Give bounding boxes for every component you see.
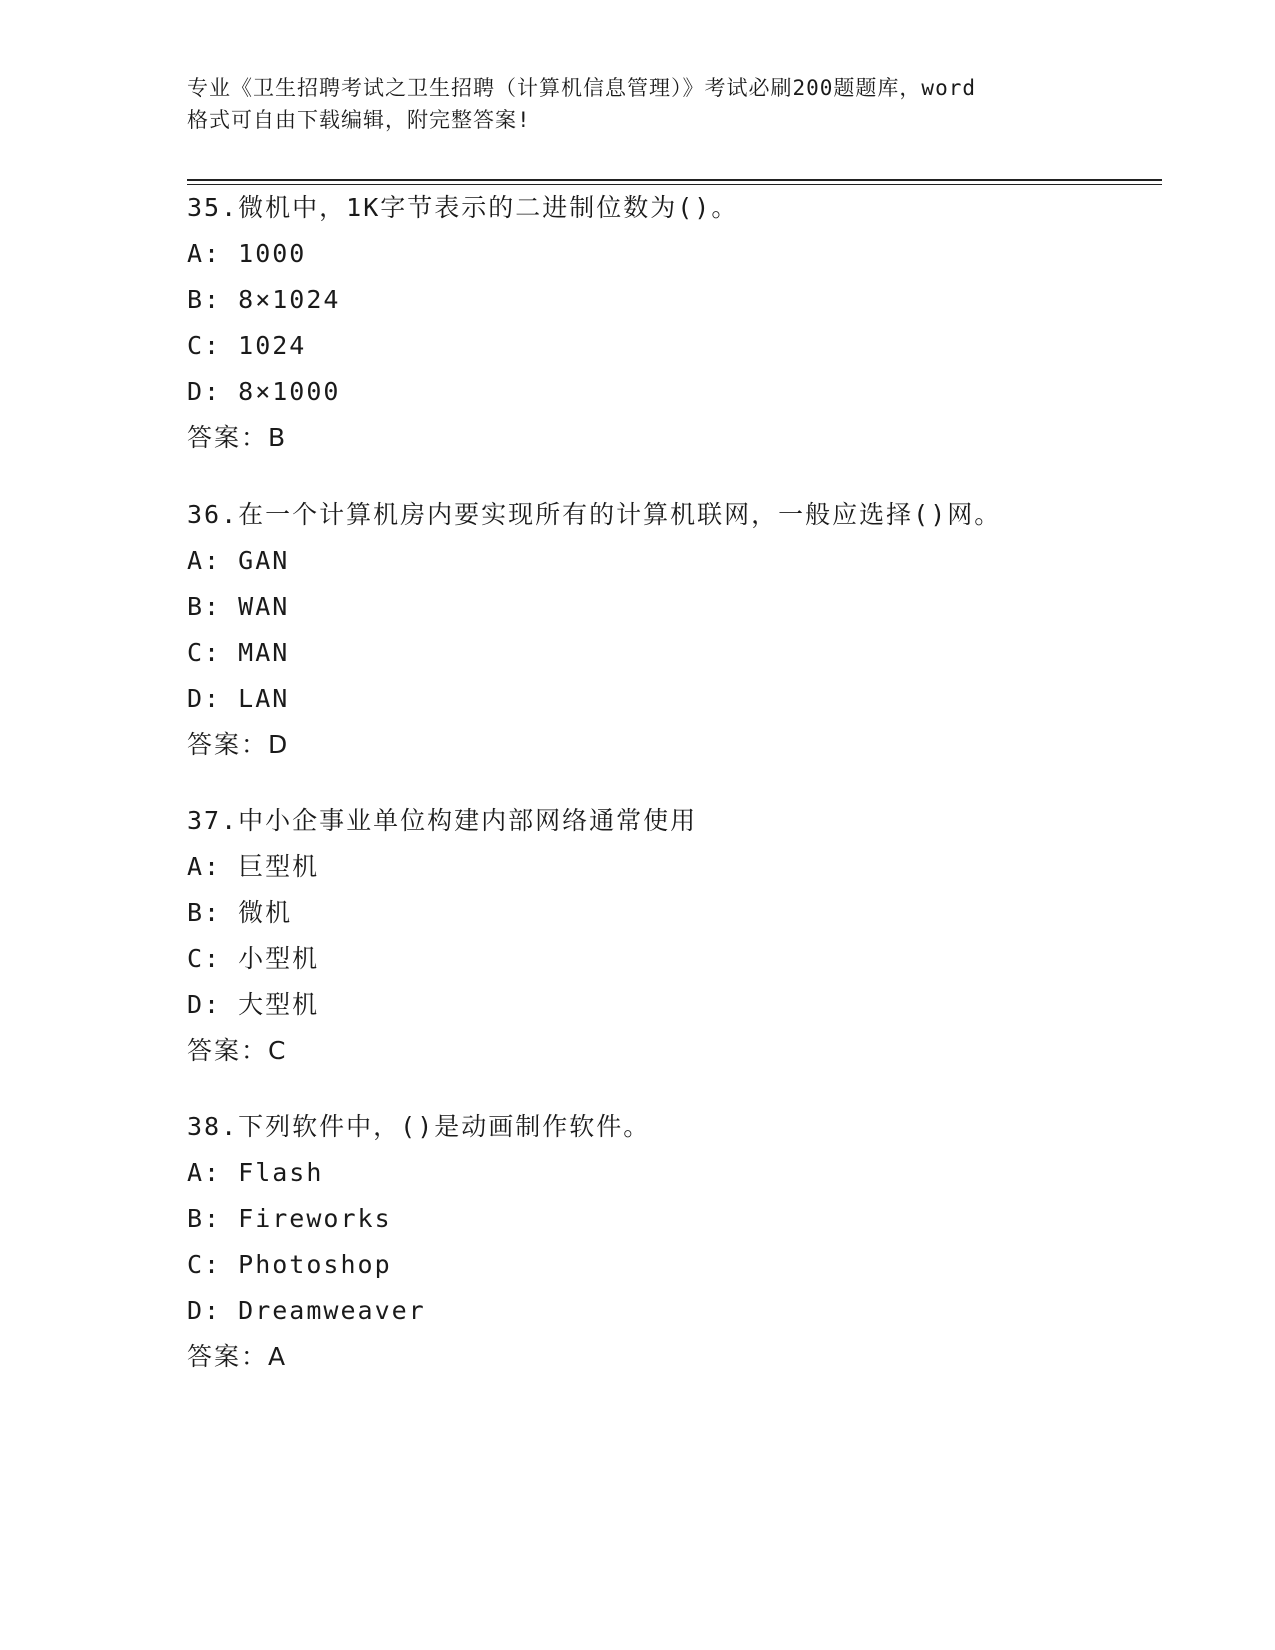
option-c: C: MAN <box>187 638 290 667</box>
option-d: D: Dreamweaver <box>187 1296 426 1325</box>
answer-label: 答案：B <box>187 423 288 452</box>
question-38 <box>187 1104 1162 1380</box>
document-page <box>187 0 1162 1650</box>
answer-label: 答案：C <box>187 1036 288 1065</box>
option-b: B: 8×1024 <box>187 285 341 314</box>
option-a: A: 1000 <box>187 239 307 268</box>
question-35 <box>187 185 1162 461</box>
option-c: C: 1024 <box>187 331 307 360</box>
question-stem: 37.中小企事业单位构建内部网络通常使用 <box>187 806 698 835</box>
option-d: D: 8×1000 <box>187 377 341 406</box>
option-a: A: Flash <box>187 1158 324 1187</box>
option-d: D: LAN <box>187 684 290 713</box>
option-d: D: 大型机 <box>187 990 320 1019</box>
answer-label: 答案：A <box>187 1342 288 1371</box>
question-stem: 36.在一个计算机房内要实现所有的计算机联网，一般应选择()网。 <box>187 500 1002 529</box>
header-line-1: 专业《卫生招聘考试之卫生招聘（计算机信息管理）》考试必刷200题题库，word <box>187 76 976 100</box>
document-header <box>187 72 1087 136</box>
answer-label: 答案：D <box>187 730 290 759</box>
header-line-2: 格式可自由下载编辑，附完整答案! <box>187 108 531 132</box>
option-b: B: WAN <box>187 592 290 621</box>
option-a: A: 巨型机 <box>187 852 320 881</box>
question-stem: 38.下列软件中，()是动画制作软件。 <box>187 1112 651 1141</box>
question-36 <box>187 492 1162 768</box>
option-b: B: 微机 <box>187 898 293 927</box>
option-c: C: Photoshop <box>187 1250 392 1279</box>
question-stem: 35.微机中，1K字节表示的二进制位数为()。 <box>187 193 739 222</box>
option-c: C: 小型机 <box>187 944 320 973</box>
option-b: B: Fireworks <box>187 1204 392 1233</box>
option-a: A: GAN <box>187 546 290 575</box>
question-37 <box>187 798 1162 1074</box>
